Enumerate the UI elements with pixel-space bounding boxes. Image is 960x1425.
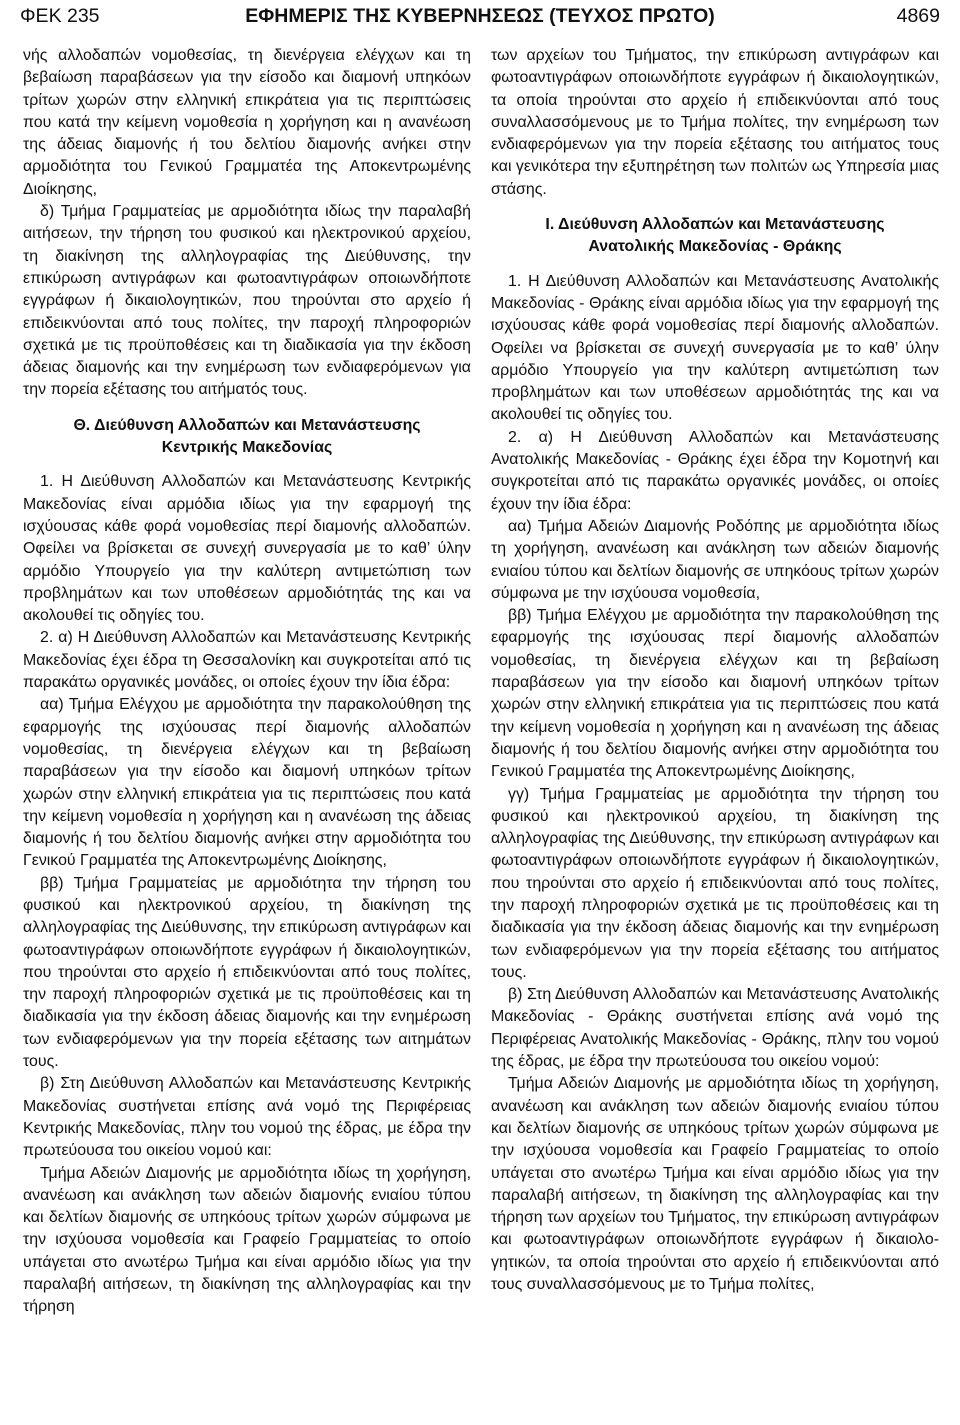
section-heading-line: Θ. Διεύθυνση Αλλοδαπών και Μετανάστευσης [73, 416, 421, 434]
page-number: 4869 [896, 5, 940, 27]
section-heading-line: Κεντρικής Μακεδονίας [161, 439, 333, 457]
left-column [23, 45, 471, 1423]
paragraph: Τμήμα Αδειών Διαμονής με αρμοδιότητα ιδίως τη χορήγηση, ανανέωση και ανάκληση των αδειών διαμονής ενιαίου τύπου και δελτίων διαμονής σε υπηκόους τρίτων χωρών σύμφωνα με την ισχύουσα νομοθεσία και Γραφείο Γραμματείας το οποίο υπάγεται στο ανωτέρω Τμήμα και είναι αρμόδιο ιδίως για την παραλαβή αιτήσεων, τη διακίνηση της αλληλογραφίας και την τήρηση των αρχείων του Τμήματος, την επικύρωση αντιγράφων και φωτοαντιγράφων οποιωνδήποτε εγγράφων ή δικαιολογητικών, τα οποία τηρούνται στο αρχείο ή επιδεικνύονται από τους συναλλασσόμενους με το Τμήμα πολίτες, [491, 1075, 939, 1294]
gazette-title: ΕΦΗΜΕΡΙΣ ΤΗΣ ΚΥΒΕΡΝΗΣΕΩΣ (ΤΕΥΧΟΣ ΠΡΩΤΟ) [245, 5, 715, 27]
paragraph: Τμήμα Αδειών Διαμονής με αρμοδιότητα ιδίως τη χορήγηση, ανανέωση και ανάκληση των αδειών διαμονής ενιαίου τύπου και δελτίων διαμονής σε υπηκόους τρίτων χωρών σύμφωνα με την ισχύουσα νομοθεσία και Γραφείο Γραμματείας το οποίο υπάγεται στο ανωτέρω Τμήμα και είναι αρμόδιο ιδίως για την παραλαβή αιτήσεων, τη διακίνηση της αλληλογραφίας και την τήρηση [23, 1164, 471, 1316]
paragraph: 1. Η Διεύθυνση Αλλοδαπών και Μετανάστευσης Ανατολικής Μακεδονίας - Θράκης είναι αρμόδια ιδίως για την εφαρμογή της ισχύουσας κάθε φορά νομοθεσίας περί διαμονής αλλοδαπών. Οφείλει να βρίσκεται σε συνεχή συνεργασία με το καθ’ ύλην αρμόδιο Υπουργείο για την καλύτερη αντιμετώπιση των προβλημάτων και των υποθέσεων αρμοδιότητάς της και να ακολουθεί τις οδηγίες του. [491, 272, 939, 424]
paragraph: 2. α) Η Διεύθυνση Αλλοδαπών και Μετανάστευσης Ανατολικής Μακεδονίας - Θράκης έχει έδρα την Κομοτηνή και συγκροτείται από τις παρακάτω οργανικές μονάδες, οι οποίες έχουν την ίδια έδρα: [491, 428, 939, 513]
paragraph: αα) Τμήμα Αδειών Διαμονής Ροδόπης με αρμοδιότητα ιδίως τη χορήγηση, ανανέωση και ανάκληση των αδειών διαμονής ενιαίου τύπου και δελτίων διαμονής σε υπηκόους τρίτων χωρών σύμφωνα με την ισχύουσα νομοθεσία, [491, 517, 939, 602]
section-heading [491, 214, 939, 259]
paragraph: 1. Η Διεύθυνση Αλλοδαπών και Μετανάστευσης Κεντρικής Μακεδονίας είναι αρμόδια ιδίως για την εφαρμογή της ισχύουσας κάθε φορά νομοθεσίας περί διαμονής αλλοδαπών. Οφείλει να βρίσκεται σε συνεχή συνεργασία με το καθ’ ύλην αρμόδιο Υπουργείο για την καλύτερη αντιμετώπιση των προβλημάτων και των υποθέσεων αρμοδιότητάς της και να ακολουθεί τις οδηγίες του. [23, 473, 471, 625]
paragraph: νής αλλοδαπών νομοθεσίας, τη διενέργεια ελέγχων και τη βεβαίωση παραβάσεων για την είσοδο και διαμονή υπηκόων τρίτων χωρών στην ελληνική επικράτεια για τις περιπτώσεις που κατά την κείμενη νομοθεσία η χορήγηση και η ανανέωση της άδειας διαμονής ή του δελτίου διαμονής ανήκει στην αρμοδιότητα του Γενικού Γραμματέα της Αποκεντρωμένης Διοίκησης, [23, 47, 471, 198]
section-heading-line: Ι. Διεύθυνση Αλλοδαπών και Μετανάστευσης [545, 216, 885, 234]
paragraph: των αρχείων του Τμήματος, την επικύρωση αντιγράφων και φωτοαντιγράφων οποιωνδήποτε εγγράφων ή δικαιολογητικών, τα οποία τηρούνται στο αρχείο ή επιδεικνύονται από τους συναλλασσόμενους με το Τμήμα πολίτες, την ενημέρωση των ενδιαφερόμενων για την πορεία εξέτασης του αιτήματος τους και γενικότερα την εξυπηρέτηση των πολιτών ως Υπηρεσία μιας στάσης. [491, 47, 939, 198]
gazette-issue-ref: ΦΕΚ 235 [20, 5, 100, 27]
section-heading [23, 415, 471, 460]
paragraph: δ) Τμήμα Γραμματείας με αρμοδιότητα ιδίως την παραλαβή αιτήσεων, την τήρηση του φυσικού και ηλεκτρονικού αρχείου, τη διακίνηση της αλληλογραφίας της Διεύθυνσης, την επικύρωση αντιγράφων και φωτοαντιγράφων οποιωνδήποτε εγγράφων ή δικαιολογητικών, που τηρούνται στο αρχείο ή επιδεικνύονται από τους πολίτες, την παροχή πληροφοριών σχετικά με τις προϋποθέσεις και τη διαδικασία για την έκδοση άδειας διαμονής και την ενημέρωση των ενδιαφερόμενων για την πορεία εξέτασης του αιτήματός τους. [23, 203, 471, 399]
page-header [20, 0, 940, 40]
paragraph: αα) Τμήμα Ελέγχου με αρμοδιότητα την παρακολούθηση της εφαρμογής της ισχύουσας περί διαμονής αλλοδαπών νομοθεσίας, τη διενέργεια ελέγχων και τη βεβαίωση παραβάσεων για την είσοδο και διαμονή υπηκόων τρίτων χωρών στην ελληνική επικράτεια για τις περιπτώσεις που κατά την κείμενη νομοθεσία η χορήγηση και η ανανέωση της άδειας διαμονής ή του δελτίου διαμονής ανήκει στην αρμοδιότητα του Γενικού Γραμματέα της Αποκεντρωμένης Διοίκησης, [23, 696, 471, 870]
paragraph: γγ) Τμήμα Γραμματείας με αρμοδιότητα την τήρηση του φυσικού και ηλεκτρονικού αρχείου, τη διακίνηση της αλληλογραφίας της Διεύθυνσης, την επικύρωση αντιγράφων και φωτοαντιγράφων οποιωνδήποτε εγγράφων ή δικαιολογητικών, που τηρούνται στο αρχείο ή επιδεικνύονται από τους πολίτες, την παροχή πληροφοριών σχετικά με τις προϋποθέσεις και τη διαδικασία για την έκδοση άδειας διαμονής και την ενημέρωση των ενδιαφερόμενων για την πορεία εξέτασης του αιτήματος τους. [491, 785, 939, 981]
right-column [491, 45, 939, 1423]
paragraph: ββ) Τμήμα Ελέγχου με αρμοδιότητα την παρακολούθηση της εφαρμογής της ισχύουσας περί διαμονής αλλοδαπών νομοθεσίας, τη διενέργεια ελέγχων και τη βεβαίωση παραβάσεων για την είσοδο και διαμονή υπηκόων τρίτων χωρών στην ελληνική επικράτεια για τις περιπτώσεις που κατά την κείμενη νομοθεσία η χορήγηση και η ανανέωση της άδειας διαμονής ή του δελτίου διαμονής ανήκει στην αρμοδιότητα του Γενικού Γραμματέα της Αποκεντρωμένης Διοίκησης, [491, 607, 939, 781]
paragraph: 2. α) Η Διεύθυνση Αλλοδαπών και Μετανάστευσης Κεντρικής Μακεδονίας έχει έδρα τη Θεσσαλονίκη και συγκροτείται από τις παρακάτω οργανικές μονάδες, οι οποίες έχουν την ίδια έδρα: [23, 629, 471, 692]
paragraph: β) Στη Διεύθυνση Αλλοδαπών και Μετανάστευσης Ανατολικής Μακεδονίας - Θράκης συστήνεται επίσης ανά νομό της Περιφέρειας Ανατολικής Μακεδονίας - Θράκης, πλην του νομού της έδρας, με έδρα την πρωτεύουσα του οικείου νομού: [491, 986, 939, 1071]
paragraph: β) Στη Διεύθυνση Αλλοδαπών και Μετανάστευσης Κεντρικής Μακεδονίας συστήνεται επίσης ανά νομό της Περιφέρειας Κεντρικής Μακεδονίας, πλην του νομού της έδρας, με έδρα την πρωτεύουσα του οικείου νομού και: [23, 1075, 471, 1160]
section-heading-line: Ανατολικής Μακεδονίας - Θράκης [588, 238, 842, 256]
paragraph: ββ) Τμήμα Γραμματείας με αρμοδιότητα την τήρηση του φυσικού και ηλεκτρονικού αρχείου, τη διακίνηση της αλληλογραφίας της Διεύθυνσης, την επικύρωση αντιγράφων και φωτοαντιγράφων οποιωνδήποτε εγγράφων ή δικαιολογητικών, που τηρούνται στο αρχείο ή επιδεικνύονται από τους πολίτες, την παροχή πληροφοριών σχετικά με τις προϋποθέσεις και τη διαδικασία για την έκδοση άδειας διαμονής και την ενημέρωση των ενδιαφερόμενων για την πορεία εξέτασης των αιτημάτων τους. [23, 874, 471, 1071]
